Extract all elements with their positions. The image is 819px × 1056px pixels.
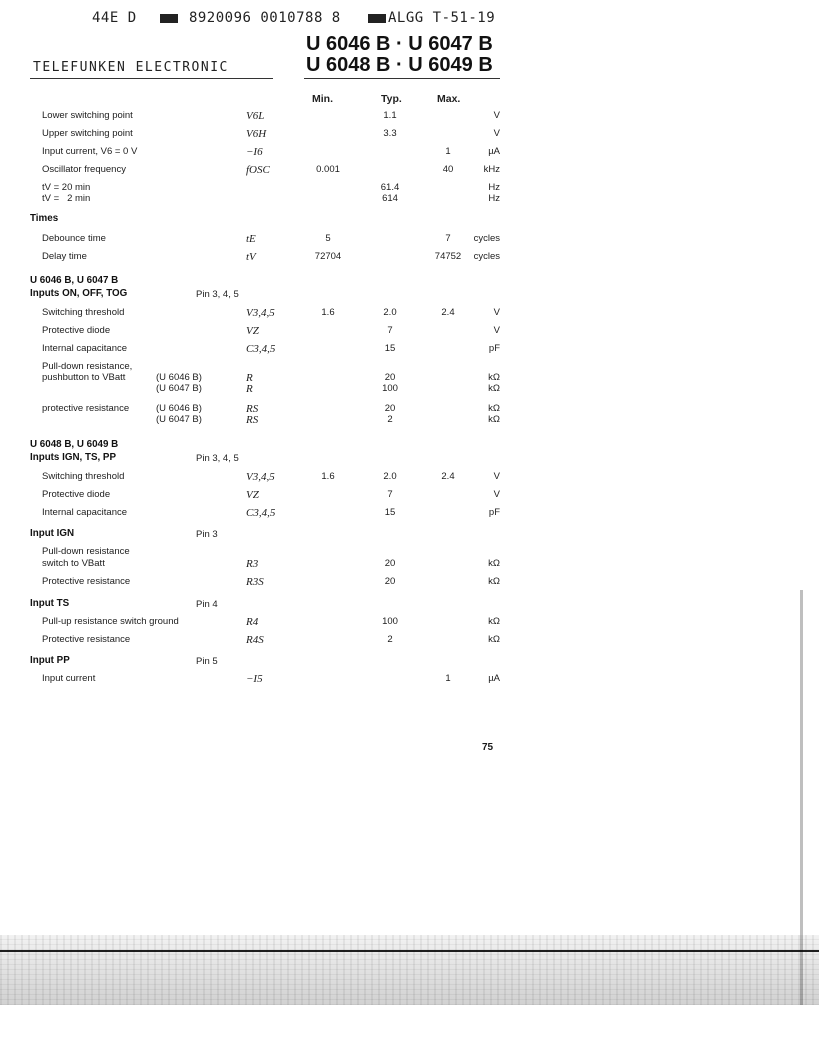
col-min-header: Min. xyxy=(312,93,333,105)
header-code-mid xyxy=(158,10,341,26)
table-row xyxy=(0,307,819,321)
row-unit: V xyxy=(493,110,500,121)
row-symbol: VZ xyxy=(246,325,259,337)
row-symbol: C3,4,5 xyxy=(246,343,276,355)
pin-label: Pin 3 xyxy=(196,529,218,540)
row-typ: 2.0 xyxy=(383,471,397,482)
header-code-right xyxy=(366,10,495,26)
row-unit: µA xyxy=(488,146,500,157)
row-symbol: VZ xyxy=(246,489,259,501)
row-typ: 3.3 xyxy=(383,128,397,139)
row-unit: kΩ xyxy=(488,403,500,414)
row-unit: Hz xyxy=(488,193,500,204)
section-subtitle-inputs-on-off-tog: Inputs ON, OFF, TOG xyxy=(30,288,128,299)
row-symbol: V3,4,5 xyxy=(246,307,275,319)
table-row xyxy=(0,576,819,590)
row-symbol: R4 xyxy=(246,616,259,628)
col-max-header: Max. xyxy=(437,93,461,105)
table-row xyxy=(0,325,819,339)
row-label: Pull-up resistance switch ground xyxy=(42,616,179,627)
row-unit: cycles xyxy=(473,233,500,244)
row-symbol: R3S xyxy=(246,576,264,588)
row-symbol: tV xyxy=(246,251,256,263)
row-typ: 2 xyxy=(387,634,393,645)
header-code-ref: ALGG T-51-19 xyxy=(388,10,496,26)
scan-noise-band xyxy=(0,935,819,1005)
row-typ: 7 xyxy=(387,489,393,500)
row-max: 2.4 xyxy=(441,471,455,482)
row-symbol: R xyxy=(246,372,253,384)
row-unit: kΩ xyxy=(488,634,500,645)
row-typ: 1.1 xyxy=(383,110,397,121)
row-label: Protective resistance xyxy=(42,576,131,587)
row-label: Internal capacitance xyxy=(42,343,128,354)
row-variant: (U 6046 B) xyxy=(156,403,202,414)
row-symbol: tE xyxy=(246,233,256,245)
table-row xyxy=(0,507,819,521)
table-row xyxy=(0,128,819,142)
row-unit: V xyxy=(493,325,500,336)
pin-label: Pin 5 xyxy=(196,656,218,667)
row-unit: V xyxy=(493,128,500,139)
row-symbol: R3 xyxy=(246,558,259,570)
table-row xyxy=(0,616,819,630)
section-title-u6048: U 6048 B, U 6049 B xyxy=(30,439,119,450)
row-max: 74752 xyxy=(434,251,462,262)
table-row xyxy=(0,110,819,124)
row-symbol: V3,4,5 xyxy=(246,471,275,483)
row-typ: 20 xyxy=(384,372,396,383)
table-row xyxy=(0,193,819,207)
black-block-icon xyxy=(368,14,386,23)
page-number: 75 xyxy=(482,742,494,753)
table-row xyxy=(0,489,819,503)
row-label: Upper switching point xyxy=(42,128,133,139)
row-typ: 7 xyxy=(387,325,393,336)
row-label: Lower switching point xyxy=(42,110,133,121)
row-unit: kΩ xyxy=(488,372,500,383)
row-max: 1 xyxy=(445,673,451,684)
row-typ: 614 xyxy=(382,193,398,204)
row-variant: (U 6047 B) xyxy=(156,383,202,394)
section-title-input-pp: Input PP xyxy=(30,655,70,666)
section-title-input-ts: Input TS xyxy=(30,598,70,609)
row-max: 40 xyxy=(442,164,454,175)
row-unit: Hz xyxy=(488,182,500,193)
row-label: Pull-down resistance, xyxy=(42,361,133,372)
table-row xyxy=(0,673,819,687)
row-variant: (U 6047 B) xyxy=(156,414,202,425)
row-unit: cycles xyxy=(473,251,500,262)
row-max: 7 xyxy=(445,233,451,244)
scan-right-edge xyxy=(800,590,803,1005)
row-unit: kΩ xyxy=(488,558,500,569)
row-label: pushbutton to VBatt xyxy=(42,372,126,383)
row-typ: 15 xyxy=(384,343,396,354)
header-code-number: 8920096 0010788 8 xyxy=(188,10,341,26)
row-typ: 61.4 xyxy=(380,182,400,193)
row-label: Debounce time xyxy=(42,233,106,244)
black-block-icon xyxy=(160,14,178,23)
row-label: Input current xyxy=(42,673,96,684)
row-unit: kHz xyxy=(483,164,500,175)
row-symbol: R4S xyxy=(246,634,264,646)
table-row xyxy=(0,233,819,247)
row-unit: V xyxy=(493,307,500,318)
row-label: Protective resistance xyxy=(42,634,131,645)
row-label: Input current, V6 = 0 V xyxy=(42,146,138,157)
row-symbol: −I5 xyxy=(246,673,263,685)
row-min: 72704 xyxy=(314,251,342,262)
row-typ: 2 xyxy=(387,414,393,425)
row-label: Switching threshold xyxy=(42,471,125,482)
row-label: tV = 2 min xyxy=(42,193,91,204)
pin-label: Pin 3, 4, 5 xyxy=(196,453,239,464)
row-label: Delay time xyxy=(42,251,87,262)
row-variant: (U 6046 B) xyxy=(156,372,202,383)
row-unit: kΩ xyxy=(488,576,500,587)
row-typ: 100 xyxy=(382,383,398,394)
pin-label: Pin 3, 4, 5 xyxy=(196,289,239,300)
row-max: 2.4 xyxy=(441,307,455,318)
row-min: 0.001 xyxy=(316,164,340,175)
row-label: switch to VBatt xyxy=(42,558,105,569)
row-label: protective resistance xyxy=(42,403,130,414)
part-title-line2: U 6048 B · U 6049 B xyxy=(306,54,493,76)
row-unit: kΩ xyxy=(488,383,500,394)
row-max: 1 xyxy=(445,146,451,157)
section-title-times: Times xyxy=(30,213,59,224)
row-label: Internal capacitance xyxy=(42,507,128,518)
row-unit: V xyxy=(493,471,500,482)
col-typ-header: Typ. xyxy=(381,93,402,105)
section-title-input-ign: Input IGN xyxy=(30,528,75,539)
row-symbol: R xyxy=(246,383,253,395)
row-label: tV = 20 min xyxy=(42,182,91,193)
row-symbol: V6H xyxy=(246,128,267,140)
row-typ: 20 xyxy=(384,576,396,587)
row-label: Protective diode xyxy=(42,325,111,336)
table-row xyxy=(0,164,819,178)
row-symbol: V6L xyxy=(246,110,265,122)
row-symbol: fOSC xyxy=(246,164,270,176)
row-label: Protective diode xyxy=(42,489,111,500)
table-row xyxy=(0,146,819,160)
section-subtitle-inputs-ign-ts-pp: Inputs IGN, TS, PP xyxy=(30,452,117,463)
header-code-left: 44E D xyxy=(92,10,137,26)
row-typ: 100 xyxy=(382,616,398,627)
part-title-line1: U 6046 B · U 6047 B xyxy=(306,33,493,55)
table-row xyxy=(0,558,819,572)
row-unit: pF xyxy=(488,343,500,354)
row-unit: kΩ xyxy=(488,616,500,627)
row-symbol: C3,4,5 xyxy=(246,507,276,519)
section-title-u6046: U 6046 B, U 6047 B xyxy=(30,275,119,286)
row-min: 1.6 xyxy=(321,307,335,318)
brand-underline xyxy=(30,78,273,79)
row-min: 1.6 xyxy=(321,471,335,482)
row-unit: kΩ xyxy=(488,414,500,425)
table-row xyxy=(0,383,819,397)
row-typ: 2.0 xyxy=(383,307,397,318)
brand-name: TELEFUNKEN ELECTRONIC xyxy=(33,60,229,75)
table-row xyxy=(0,471,819,485)
row-unit: pF xyxy=(488,507,500,518)
row-min: 5 xyxy=(325,233,331,244)
table-row xyxy=(0,343,819,357)
row-unit: µA xyxy=(488,673,500,684)
part-underline xyxy=(304,78,500,79)
row-unit: V xyxy=(493,489,500,500)
row-symbol: RS xyxy=(246,414,259,426)
table-row xyxy=(0,251,819,265)
row-symbol: −I6 xyxy=(246,146,263,158)
row-symbol: RS xyxy=(246,403,259,415)
pin-label: Pin 4 xyxy=(196,599,218,610)
row-label: Switching threshold xyxy=(42,307,125,318)
row-typ: 15 xyxy=(384,507,396,518)
row-label: Oscillator frequency xyxy=(42,164,126,175)
row-label: Pull-down resistance xyxy=(42,546,130,557)
row-typ: 20 xyxy=(384,558,396,569)
table-row xyxy=(0,414,819,428)
row-typ: 20 xyxy=(384,403,396,414)
table-row xyxy=(0,634,819,648)
